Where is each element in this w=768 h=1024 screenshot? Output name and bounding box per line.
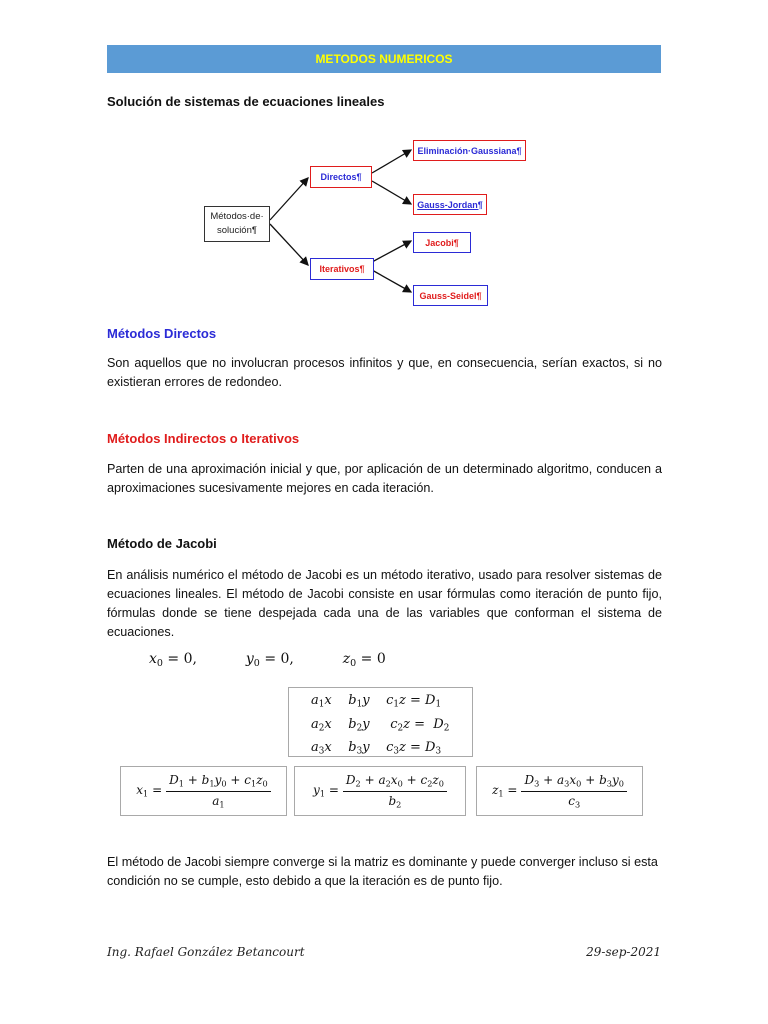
arrow-to-jacobi [372, 241, 411, 262]
equation-system-box: $a_1x$ $b_1y$ $c_1z = D_1$ $a_2x$ $b_2y$ $c_2z = D_2$ $a_3x$ $b_3y$ $c_3z = D_3$ [288, 687, 473, 757]
formula-x1: $x_1$ = $\frac{D_1 + b_1y_0 + c_1z_0}{a_1}$ [120, 766, 287, 816]
page-title-bar [107, 45, 661, 73]
text-jacobi: En análisis numérico el método de Jacobi es un método iterativo, usado para resolver sistemas de ecuaciones lineales. El método de Jacobi consiste en usar fórmulas como iteración de punto fijo, fórmulas donde se tiene despejada cada una de las variables que conforman el sistema de ecuaciones. [107, 568, 662, 639]
formula-y1: $y_1$ = $\frac{D_2 + a_2x_0 + c_2z_0}{b_2}$ [294, 766, 466, 816]
box-directos [310, 166, 372, 188]
heading-metodos-iterativos: Métodos Indirectos o Iterativos [107, 431, 300, 446]
arrow-to-gauss-seidel [372, 270, 411, 292]
formula-z1: $z_1$ = $\frac{D_3 + a_3x_0 + b_3y_0}{c_3}$ [476, 766, 643, 816]
box-iterativos [310, 258, 374, 280]
heading-jacobi: Método de Jacobi [107, 536, 217, 551]
section-title: Solución de sistemas de ecuaciones lineales [107, 94, 385, 109]
iterativos-label: Iterativos¶ [319, 264, 365, 274]
box-gaussiana [413, 140, 526, 161]
footer-date: 29-sep-2021 [586, 945, 661, 959]
heading-metodos-directos: Métodos Directos [107, 326, 217, 341]
jacobi-label: Jacobi¶ [425, 237, 459, 248]
gauss-jordan-label: Gauss-Jordan¶ [417, 199, 483, 210]
arrow-to-gaussiana [372, 150, 411, 173]
arrow-to-directos [270, 178, 308, 220]
text-metodos-directos: Son aquellos que no involucran procesos infinitos y que, en consecuencia, serían exactos, si no existieran errores de redondeo. [107, 356, 662, 389]
methods-diagram [204, 137, 522, 312]
root-line1: Métodos·de· [210, 211, 264, 222]
gauss-seidel-label: Gauss-Seidel¶ [419, 290, 482, 301]
root-line2: solución¶ [217, 225, 257, 236]
gaussiana-label: Eliminación·Gaussiana¶ [417, 145, 522, 156]
root-box [204, 206, 270, 242]
arrow-to-gauss-jordan [372, 181, 411, 204]
box-jacobi [413, 232, 471, 253]
text-jacobi-conclusion: El método de Jacobi siempre converge si la matriz es dominante y puede converger incluso si esta condición no se cumple, esto debido a que la iteración es de punto fijo. [107, 855, 658, 888]
box-gauss-seidel [413, 285, 488, 306]
box-gauss-jordan [413, 194, 487, 215]
footer-author: Ing. Rafael González Betancourt [107, 945, 305, 959]
initial-values: $x_0 = 0$, $y_0 = 0$, $z_0 = 0$ [149, 651, 386, 669]
text-metodos-iterativos: Parten de una aproximación inicial y que, por aplicación de un determinado algoritmo, conducen a aproximaciones sucesivamente mejores en cada iteración. [107, 462, 662, 495]
page-title: METODOS NUMERICOS [315, 52, 453, 66]
arrow-to-iterativos [270, 224, 308, 265]
directos-label: Directos¶ [320, 172, 362, 182]
